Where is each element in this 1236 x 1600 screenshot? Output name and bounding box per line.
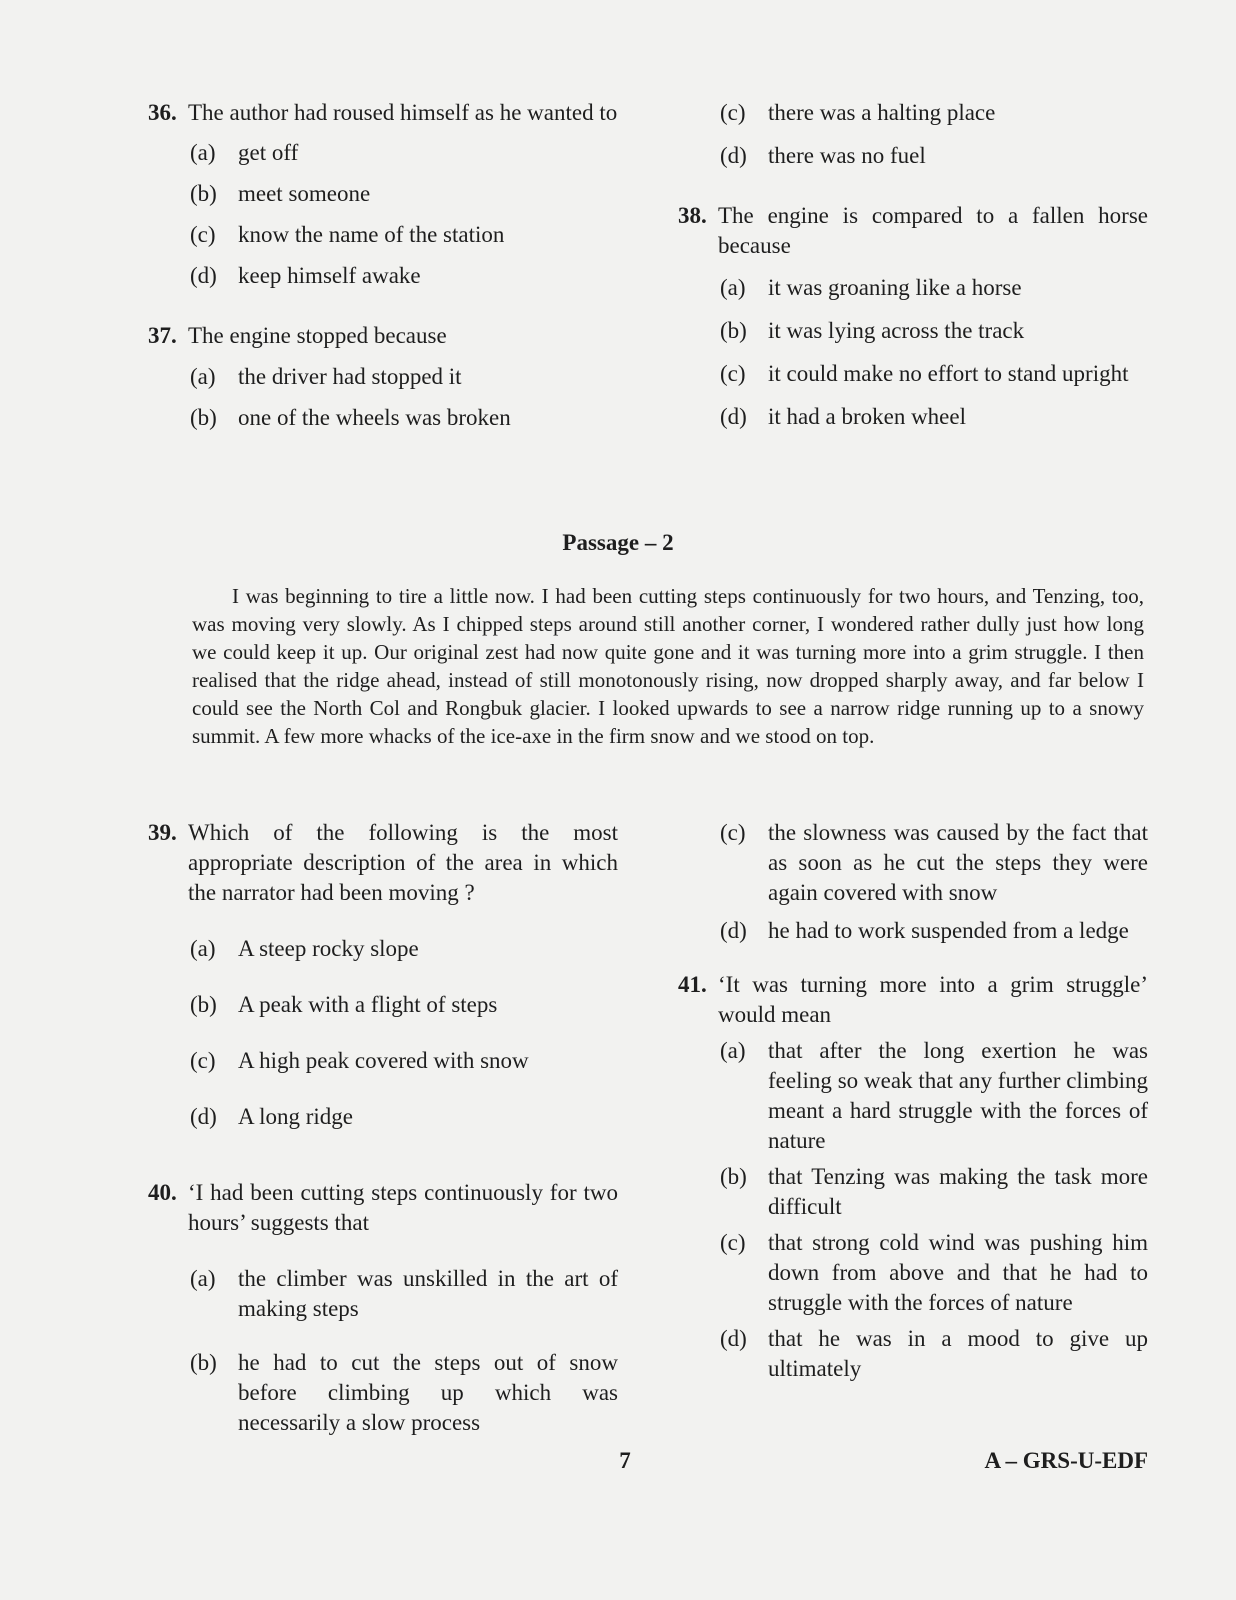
option-text: keep himself awake xyxy=(238,263,421,288)
option-39a xyxy=(190,934,618,964)
question-text: Which of the following is the most appropriate description of the area in which the narrator had been moving ? xyxy=(188,820,618,905)
question-36 xyxy=(148,98,618,128)
option-label: (b) xyxy=(190,181,217,206)
option-text: A high peak covered with snow xyxy=(238,1048,529,1073)
question-text: ‘It was turning more into a grim struggle’ would mean xyxy=(718,972,1148,1027)
option-39b xyxy=(190,990,618,1020)
option-label: (b) xyxy=(190,405,217,430)
option-37c xyxy=(720,98,1148,128)
option-label: (a) xyxy=(190,1266,216,1291)
booklet-code: A – GRS-U-EDF xyxy=(984,1448,1148,1473)
option-text: get off xyxy=(238,140,299,165)
option-text: meet someone xyxy=(238,181,371,206)
option-text: that strong cold wind was pushing him down from above and that he had to struggle with the forces of nature xyxy=(768,1230,1148,1315)
option-label: (a) xyxy=(720,1038,746,1063)
column-left-bottom xyxy=(148,818,618,1438)
option-label: (d) xyxy=(720,143,747,168)
option-40d xyxy=(720,916,1148,946)
passage-text: I was beginning to tire a little now. I had been cutting steps continuously for two hours, and Tenzing, too, was moving very slowly. As I chipped steps around still another corner, I wondered rather dully just how long we could keep it up. Our original zest had now quite gone and it was turning more into a grim struggle. I then realised that the ridge ahead, instead of still monotonously rising, now dropped sharply away, and far below I could see the North Col and Rongbuk glacier. I looked upwards to see a narrow ridge running up to a snowy summit. A few more whacks of the ice-axe in the firm snow and we stood on top. xyxy=(192,584,1144,748)
option-text: one of the wheels was broken xyxy=(238,405,511,430)
option-label: (c) xyxy=(720,1230,746,1255)
option-41c xyxy=(720,1228,1148,1318)
option-text: the slowness was caused by the fact that as soon as he cut the steps they were again covered with snow xyxy=(768,820,1148,905)
question-text: The engine stopped because xyxy=(188,323,447,348)
option-text: know the name of the station xyxy=(238,222,505,247)
question-number: 37. xyxy=(148,323,177,348)
option-label: (d) xyxy=(720,1326,747,1351)
option-38a xyxy=(720,273,1148,303)
option-label: (c) xyxy=(720,100,746,125)
question-text: The author had roused himself as he wanted to xyxy=(188,100,618,125)
option-39c xyxy=(190,1046,618,1076)
option-37d xyxy=(720,141,1148,171)
option-label: (c) xyxy=(190,222,216,247)
option-label: (c) xyxy=(190,1048,216,1073)
page-number: 7 xyxy=(619,1448,631,1473)
option-text: the driver had stopped it xyxy=(238,364,462,389)
column-left-top xyxy=(148,98,618,433)
question-38 xyxy=(678,201,1148,261)
option-40c xyxy=(720,818,1148,908)
option-36a xyxy=(190,138,618,168)
option-36d xyxy=(190,261,618,291)
option-38d xyxy=(720,402,1148,432)
question-number: 36. xyxy=(148,100,177,125)
option-text: it was lying across the track xyxy=(768,318,1025,343)
question-number: 40. xyxy=(148,1180,177,1205)
option-text: it was groaning like a horse xyxy=(768,275,1022,300)
question-number: 39. xyxy=(148,820,177,845)
option-label: (d) xyxy=(190,263,217,288)
option-label: (d) xyxy=(720,918,747,943)
option-text: he had to cut the steps out of snow before climbing up which was necessarily a slow process xyxy=(238,1350,618,1435)
option-label: (a) xyxy=(720,275,746,300)
option-text: that after the long exertion he was feeling so weak that any further climbing meant a hard struggle with the forces of nature xyxy=(768,1038,1148,1153)
option-label: (a) xyxy=(190,364,216,389)
option-39d xyxy=(190,1102,618,1132)
option-text: A long ridge xyxy=(238,1104,353,1129)
option-text: there was no fuel xyxy=(768,143,926,168)
option-label: (d) xyxy=(720,404,747,429)
question-text: ‘I had been cutting steps continuously for two hours’ suggests that xyxy=(188,1180,618,1235)
option-text: there was a halting place xyxy=(768,100,996,125)
option-40b xyxy=(190,1348,618,1438)
option-label: (a) xyxy=(190,140,216,165)
option-text: it could make no effort to stand upright xyxy=(768,361,1129,386)
option-label: (c) xyxy=(720,361,746,386)
option-label: (b) xyxy=(720,318,747,343)
option-label: (a) xyxy=(190,936,216,961)
option-text: A steep rocky slope xyxy=(238,936,419,961)
option-36c xyxy=(190,220,618,250)
question-41 xyxy=(678,970,1148,1030)
column-right-bottom xyxy=(678,818,1148,1384)
question-39 xyxy=(148,818,618,908)
question-number: 41. xyxy=(678,972,707,997)
option-41b xyxy=(720,1162,1148,1222)
option-38b xyxy=(720,316,1148,346)
question-text: The engine is compared to a fallen horse because xyxy=(718,203,1148,258)
column-right-top xyxy=(678,98,1148,432)
option-41d xyxy=(720,1324,1148,1384)
option-36b xyxy=(190,179,618,209)
option-41a xyxy=(720,1036,1148,1156)
question-40 xyxy=(148,1178,618,1238)
option-text: that Tenzing was making the task more difficult xyxy=(768,1164,1148,1219)
option-37b xyxy=(190,403,618,433)
option-text: he had to work suspended from a ledge xyxy=(768,918,1129,943)
option-37a xyxy=(190,362,618,392)
question-number: 38. xyxy=(678,203,707,228)
option-40a xyxy=(190,1264,618,1324)
question-37 xyxy=(148,321,618,351)
option-label: (b) xyxy=(190,1350,217,1375)
option-text: it had a broken wheel xyxy=(768,404,966,429)
option-label: (b) xyxy=(190,992,217,1017)
option-text: the climber was unskilled in the art of making steps xyxy=(238,1266,618,1321)
option-38c xyxy=(720,359,1148,389)
option-text: that he was in a mood to give up ultimately xyxy=(768,1326,1148,1381)
option-text: A peak with a flight of steps xyxy=(238,992,498,1017)
option-label: (d) xyxy=(190,1104,217,1129)
option-label: (c) xyxy=(720,820,746,845)
passage-title: Passage – 2 xyxy=(562,530,674,555)
option-label: (b) xyxy=(720,1164,747,1189)
